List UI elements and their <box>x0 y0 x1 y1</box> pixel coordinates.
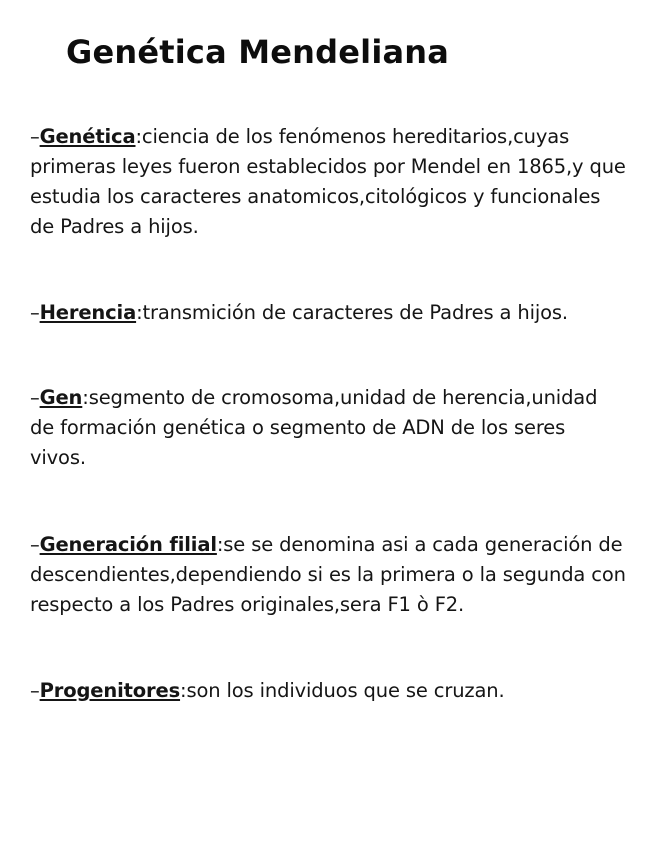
definition-dash: – <box>30 125 40 148</box>
definition-term: Genética <box>39 125 136 148</box>
definition-term: Herencia <box>39 301 137 324</box>
definition-genetica <box>30 122 626 242</box>
definition-text: :se se denomina asi a cada generación de descendientes,dependiendo si es la primera o la segunda con respecto a los Padres originales,sera F1 ò F2. <box>30 533 626 616</box>
definition-dash: – <box>30 679 40 702</box>
definition-term: Progenitores <box>39 679 181 702</box>
definition-text: :ciencia de los fenómenos hereditarios,cuyas primeras leyes fueron establecidos por Mendel en 1865,y que estudia los caracteres anatomicos,citológicos y funcionales de Padres a hijos. <box>30 125 626 238</box>
definition-dash: – <box>30 533 40 556</box>
definition-dash: – <box>30 386 40 409</box>
definition-dash: – <box>30 301 40 324</box>
definition-text: :segmento de cromosoma,unidad de herencia,unidad de formación genética o segmento de ADN de los seres vivos. <box>30 386 598 469</box>
definition-text: :son los individuos que se cruzan. <box>180 679 505 702</box>
definition-progenitores <box>30 676 626 706</box>
definition-term: Generación filial <box>39 533 217 556</box>
definition-term: Gen <box>39 386 83 409</box>
definition-generacion-filial <box>30 530 626 620</box>
definition-text: :transmición de caracteres de Padres a hijos. <box>136 301 568 324</box>
definition-gen <box>30 383 626 473</box>
page-title: Genética Mendeliana <box>66 33 450 71</box>
definition-herencia <box>30 298 626 328</box>
